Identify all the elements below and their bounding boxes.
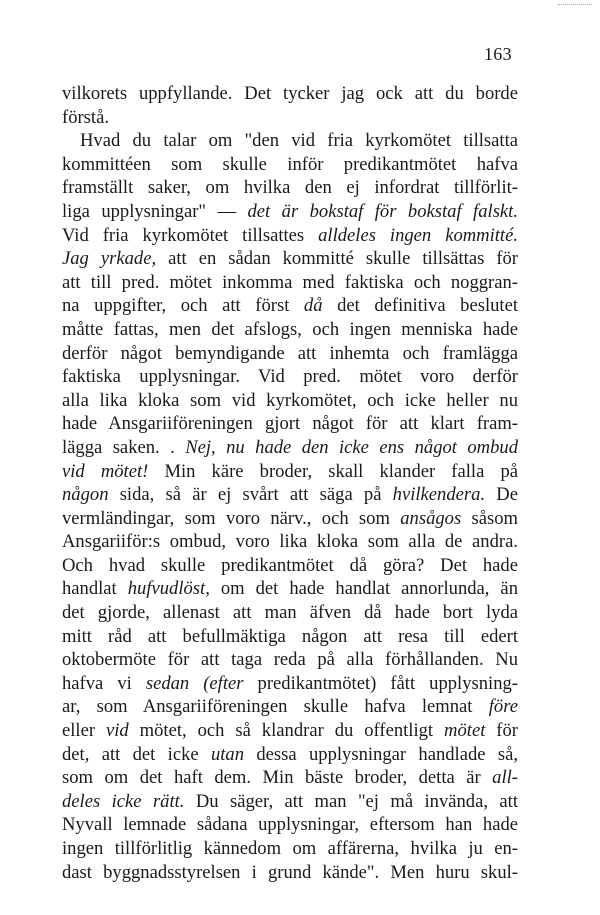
text-segment: faktiska upplysningar. Vid pred. mötet voro derför xyxy=(62,366,518,388)
text-line xyxy=(62,601,518,625)
text-line xyxy=(62,106,518,130)
text-line xyxy=(62,129,518,153)
text-line xyxy=(62,412,518,436)
text-line xyxy=(62,389,518,413)
text-segment: vermländingar, som voro närv., och som xyxy=(62,507,401,529)
text-line xyxy=(62,200,518,224)
text-line xyxy=(62,176,518,200)
text-line xyxy=(62,318,518,342)
italic-text-segment: alldeles ingen kommitté. xyxy=(318,224,518,246)
text-segment: ingen tillförlitlig kännedom om affärerna, hvilka ju en- xyxy=(62,838,518,859)
text-segment: Hvad du talar om "den vid fria kyrkomötet tillsatta xyxy=(80,130,518,152)
text-segment: vilkorets uppfyllande. Det tycker jag ock att du borde xyxy=(62,83,518,104)
text-segment: hade Ansgariiföreningen gjort något för att klart fram- xyxy=(62,413,518,435)
text-segment: handlat xyxy=(62,578,128,600)
text-segment: Och hvad skulle predikantmötet då göra? Det hade xyxy=(62,554,518,576)
text-segment: dast byggnadsstyrelsen i grund kände". Men huru skul- xyxy=(62,861,518,883)
text-segment: predikantmötet) fått upplysning- xyxy=(243,672,518,694)
italic-text-segment: före xyxy=(488,696,518,718)
text-segment: som om det haft dem. Min bäste broder, detta är xyxy=(62,767,493,789)
text-segment: det gjorde, allenast att man äfven då hade bort lyda xyxy=(62,602,518,624)
text-segment: lägga saken. . xyxy=(62,436,186,458)
text-line xyxy=(62,365,518,389)
text-line xyxy=(62,507,518,531)
text-line xyxy=(62,271,518,295)
text-line xyxy=(62,82,518,106)
text-segment: för xyxy=(485,720,518,742)
italic-text-segment: deles icke rätt. xyxy=(62,790,185,812)
italic-text-segment: ansågos xyxy=(400,507,462,529)
text-line xyxy=(62,790,518,814)
text-line xyxy=(62,719,518,743)
italic-text-segment: vid mötet! xyxy=(62,460,149,482)
italic-text-segment: utan xyxy=(210,743,245,765)
text-line xyxy=(62,837,518,861)
text-segment: liga upplysningar" — xyxy=(62,200,248,222)
text-line xyxy=(62,766,518,790)
text-line xyxy=(62,247,518,271)
text-segment: derför något bemyndigande att inhemta och framlägga xyxy=(62,342,518,364)
italic-text-segment: det är bokstaf för bokstaf falskt. xyxy=(247,200,518,222)
italic-text-segment: hufvudlöst, xyxy=(127,578,210,600)
text-segment: förstå. xyxy=(62,106,109,128)
text-segment: eller xyxy=(62,720,106,742)
italic-text-segment: någon xyxy=(62,484,109,506)
body-text xyxy=(62,82,518,884)
text-line xyxy=(62,342,518,366)
text-line xyxy=(62,483,518,507)
text-segment: De xyxy=(485,484,518,506)
page-edge-mark xyxy=(558,4,592,6)
text-line xyxy=(62,861,518,885)
text-line xyxy=(62,695,518,719)
text-segment: ar, som Ansgariiföreningen skulle hafva lemnat xyxy=(62,696,489,718)
text-segment: mitt råd att befullmäktiga någon att resa till edert xyxy=(62,625,518,647)
text-segment: måtte fattas, men det afslogs, och ingen menniska hade xyxy=(62,318,518,340)
text-line xyxy=(62,743,518,767)
text-line xyxy=(62,813,518,837)
text-segment: sida, så är ej svårt att säga på xyxy=(108,484,393,506)
text-segment: hafva vi xyxy=(62,672,146,694)
italic-text-segment: Jag yrkade, xyxy=(62,248,157,270)
text-segment: att en sådan kommitté skulle tillsättas för xyxy=(156,248,518,270)
text-segment: att till pred. mötet inkomma med faktiska och noggran- xyxy=(62,271,518,293)
text-line xyxy=(62,648,518,672)
text-line xyxy=(62,625,518,649)
text-segment: Min käre broder, skall klander falla på xyxy=(148,460,518,482)
text-line xyxy=(62,554,518,578)
page-number: 163 xyxy=(484,44,512,64)
text-line xyxy=(62,577,518,601)
italic-text-segment: då xyxy=(303,295,323,317)
text-segment: dessa upplysningar handlade så, xyxy=(244,743,518,765)
italic-text-segment: vid xyxy=(105,720,129,742)
text-line xyxy=(62,672,518,696)
text-segment: Vid fria kyrkomötet tillsattes xyxy=(62,224,319,246)
text-line xyxy=(62,460,518,484)
text-segment: Ansgariiför:s ombud, voro lika kloka som alla de andra. xyxy=(62,531,518,553)
text-segment: alla lika kloka som vid kyrkomötet, och icke heller nu xyxy=(62,389,518,411)
text-segment: na uppgifter, och att först xyxy=(62,295,304,317)
text-segment: framställt saker, om hvilka den ej infordrat tillförlit- xyxy=(62,177,518,199)
text-segment: om det hade handlat annorlunda, än xyxy=(209,578,518,600)
italic-text-segment: mötet xyxy=(444,720,486,742)
text-line xyxy=(62,153,518,177)
text-segment: oktobermöte för att taga reda på alla förhållanden. Nu xyxy=(62,649,518,671)
text-segment: såsom xyxy=(461,507,518,529)
italic-text-segment: Nej, nu hade den icke ens något ombud xyxy=(185,436,519,458)
text-line xyxy=(62,294,518,318)
text-segment: det, att det icke xyxy=(62,743,211,765)
text-segment: Du säger, att man "ej må invända, att xyxy=(184,790,518,812)
italic-text-segment: all- xyxy=(492,767,518,789)
text-line xyxy=(62,224,518,248)
italic-text-segment: hvilkendera. xyxy=(392,484,486,506)
text-segment: Nyvall lemnade sådana upplysningar, eftersom han hade xyxy=(62,814,518,836)
text-segment: mötet, och så klandrar du offentligt xyxy=(128,720,445,742)
italic-text-segment: sedan (efter xyxy=(145,672,244,694)
text-line xyxy=(62,436,518,460)
text-line xyxy=(62,530,518,554)
text-segment: kommittéen som skulle inför predikantmötet hafva xyxy=(62,153,518,175)
text-segment: det definitiva beslutet xyxy=(322,295,518,317)
